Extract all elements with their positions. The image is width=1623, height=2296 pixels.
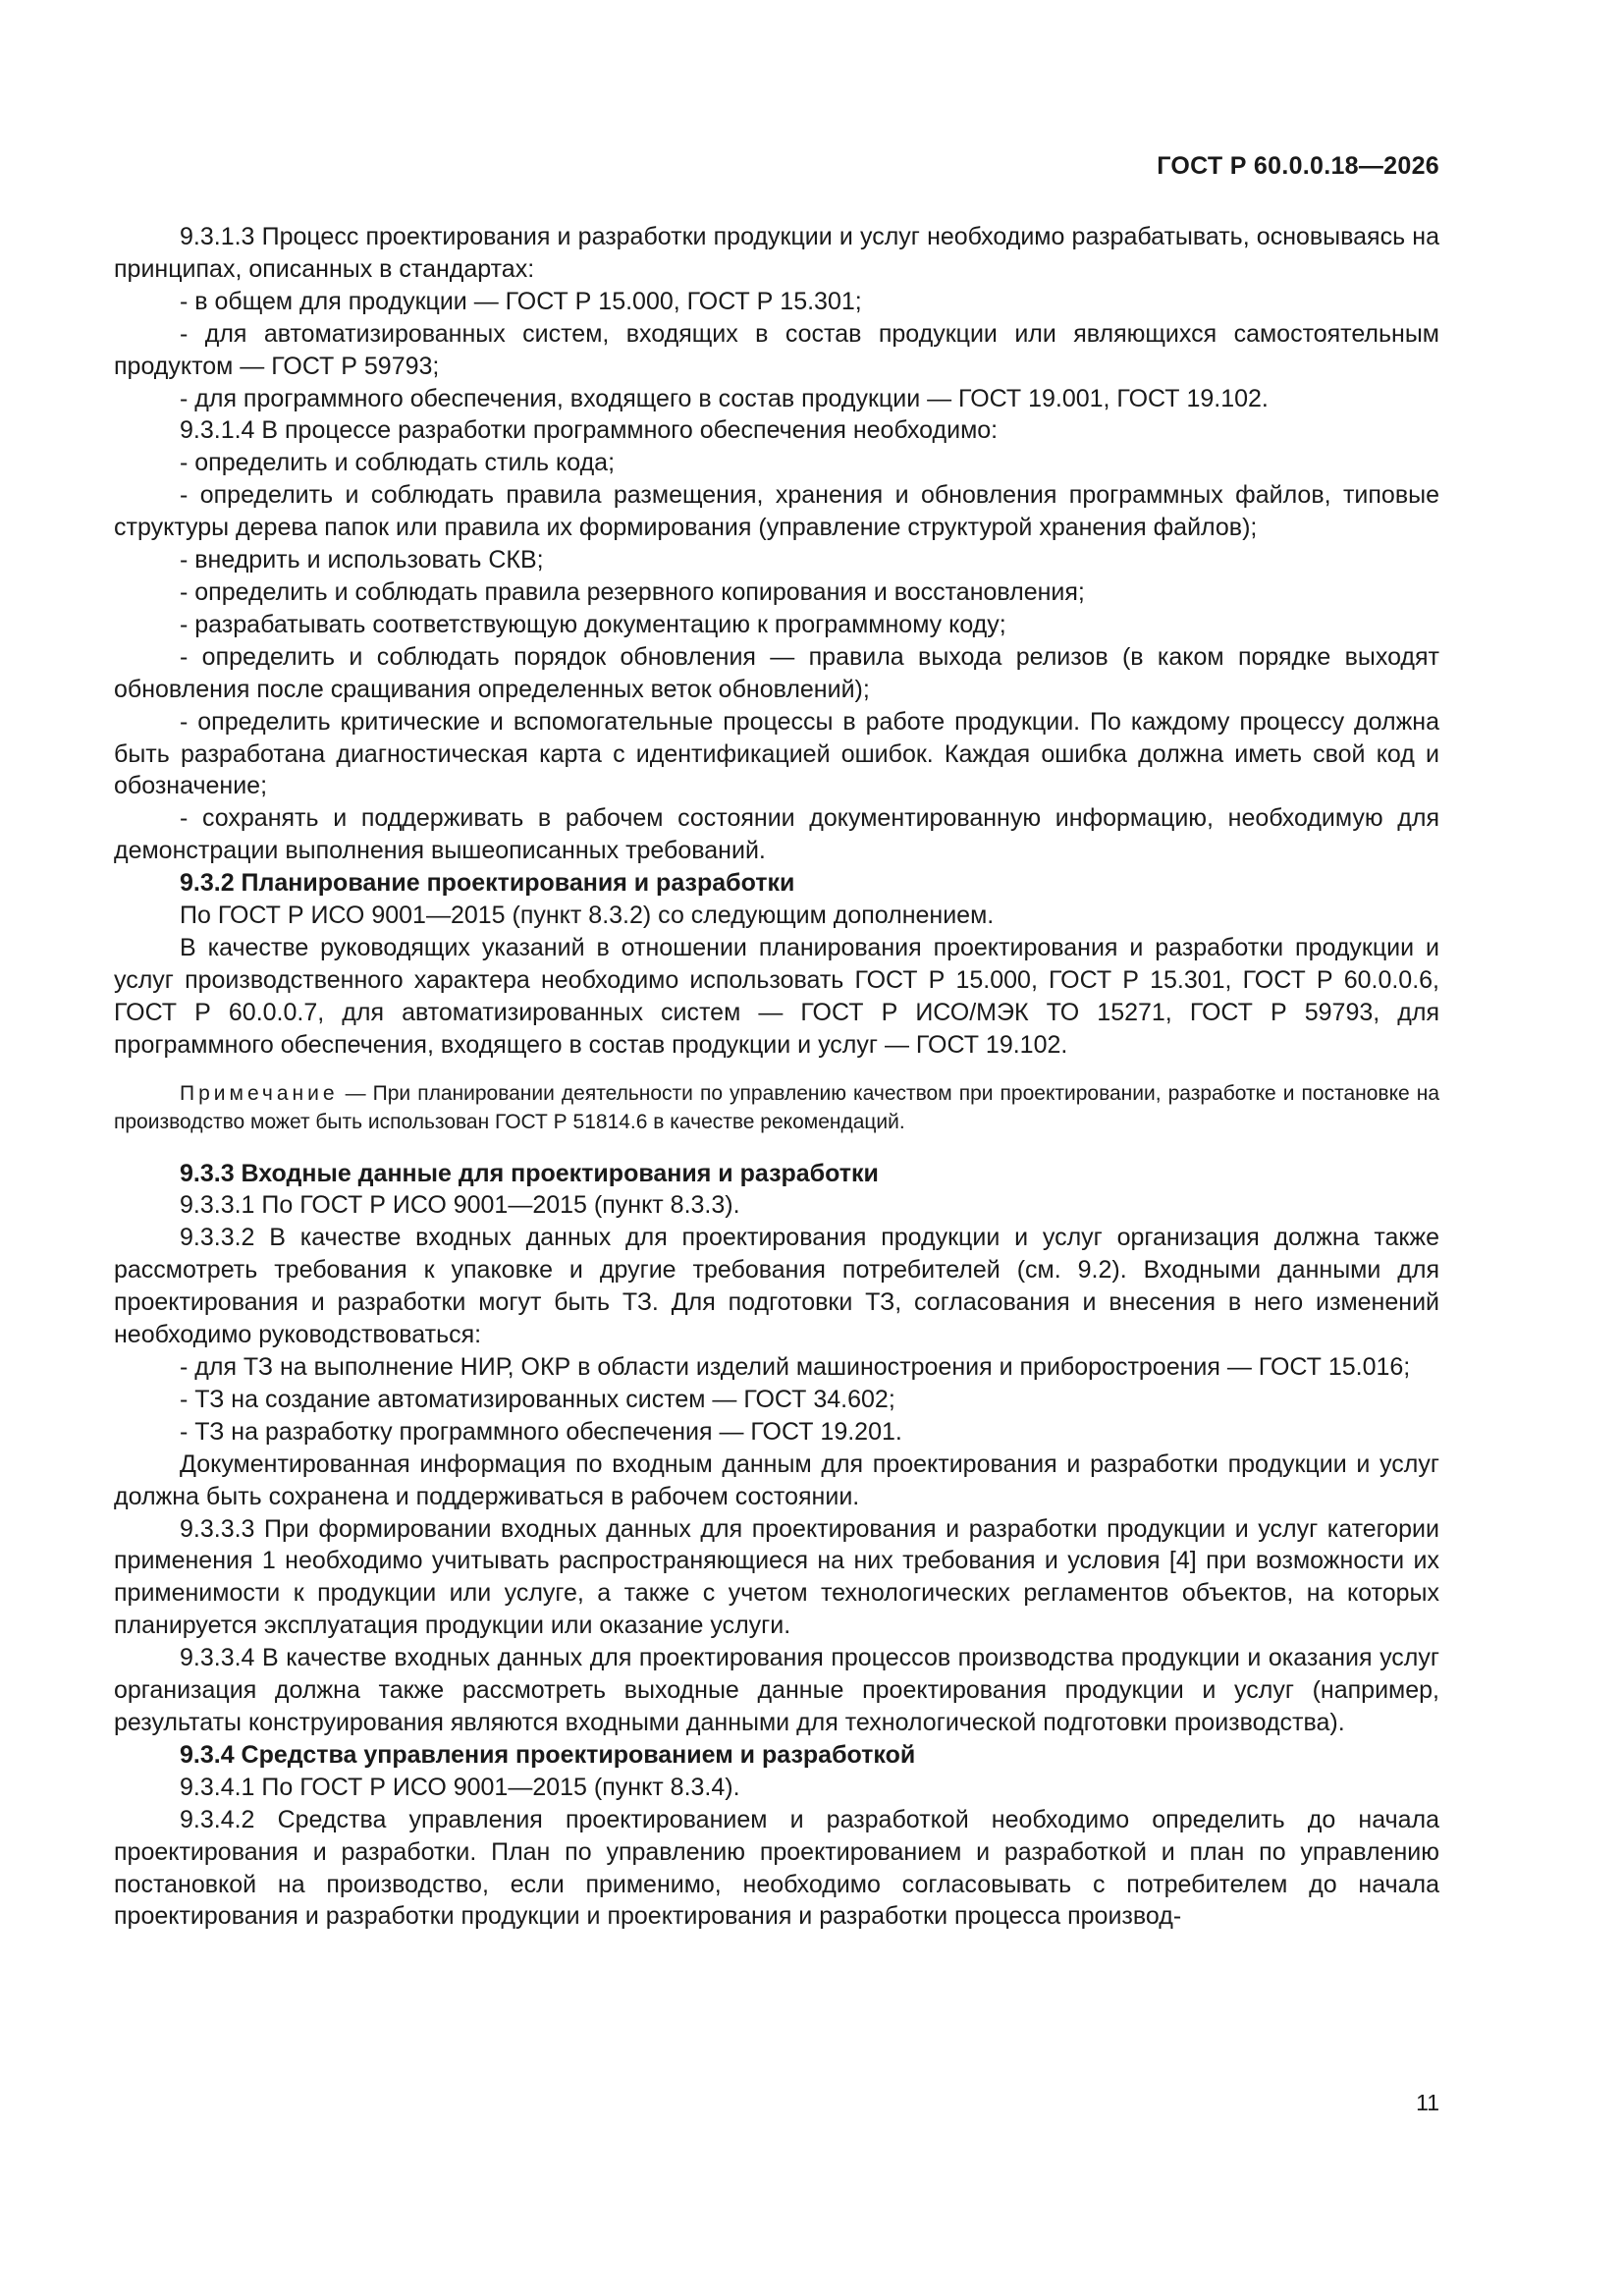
- section-heading: 9.3.4 Средства управления проектированием и разработкой: [180, 1740, 916, 1769]
- document-body: [114, 221, 1439, 1933]
- paragraph: - сохранять и поддерживать в рабочем состоянии документированную информацию, необходимую для демонстрации выполнения вышеописанных требований.: [114, 804, 1439, 865]
- paragraph: В качестве руководящих указаний в отношении планирования проектирования и разработки продукции и услуг производственного характера необходимо использовать ГОСТ Р 15.000, ГОСТ Р 15.301, ГОСТ Р 60.0.0.6, ГОСТ Р 60.0.0.7, для автоматизированных систем — ГОСТ Р ИСО/МЭК ТО 15271, ГОСТ Р 59793, для программного обеспечения, входящего в состав продукции и услуг — ГОСТ 19.102.: [114, 933, 1439, 1059]
- paragraph: - определить и соблюдать правила размещения, хранения и обновления программных файлов, типовые структуры дерева папок или правила их формирования (управление структурой хранения файлов);: [114, 481, 1439, 542]
- paragraph: - для программного обеспечения, входящего в состав продукции — ГОСТ 19.001, ГОСТ 19.102.: [180, 384, 1269, 412]
- note-label: Примечание: [180, 1081, 339, 1105]
- section-heading: 9.3.3 Входные данные для проектирования и разработки: [180, 1159, 879, 1187]
- paragraph: 9.3.1.3 Процесс проектирования и разработки продукции и услуг необходимо разрабатывать, основываясь на принципах, описанных в стандартах:: [114, 223, 1439, 283]
- paragraph: 9.3.3.4 В качестве входных данных для проектирования процессов производства продукции и оказания услуг организация должна также рассмотреть выходные данные проектирования продукции и услуг (например, результаты конструирования являются входными данными для технологической подготовки производства).: [114, 1644, 1439, 1736]
- paragraph: 9.3.4.1 По ГОСТ Р ИСО 9001—2015 (пункт 8.3.4).: [180, 1773, 740, 1801]
- paragraph: - разрабатывать соответствующую документацию к программному коду;: [180, 610, 1006, 638]
- paragraph: - в общем для продукции — ГОСТ Р 15.000, ГОСТ Р 15.301;: [180, 287, 862, 315]
- paragraph: - определить и соблюдать правила резервного копирования и восстановления;: [180, 577, 1085, 606]
- paragraph: Документированная информация по входным данным для проектирования и разработки продукции и услуг должна быть сохранена и поддерживаться в рабочем состоянии.: [114, 1449, 1439, 1510]
- note-text: — При планировании деятельности по управлению качеством при проектировании, разработке и постановке на производство может быть использован ГОСТ Р 51814.6 в качестве рекомендаций.: [114, 1081, 1439, 1133]
- paragraph: - ТЗ на создание автоматизированных систем — ГОСТ 34.602;: [180, 1385, 895, 1413]
- paragraph: 9.3.1.4 В процессе разработки программного обеспечения необходимо:: [180, 416, 999, 445]
- paragraph: 9.3.3.1 По ГОСТ Р ИСО 9001—2015 (пункт 8.3.3).: [180, 1191, 740, 1220]
- paragraph: - для ТЗ на выполнение НИР, ОКР в области изделий машиностроения и приборостроения — ГОСТ 15.016;: [180, 1353, 1411, 1381]
- note-paragraph: [114, 1079, 1439, 1136]
- paragraph: - ТЗ на разработку программного обеспечения — ГОСТ 19.201.: [180, 1417, 902, 1446]
- paragraph: - определить и соблюдать порядок обновления — правила выхода релизов (в каком порядке выходят обновления после сращивания определенных веток обновлений);: [114, 642, 1439, 703]
- paragraph: - определить критические и вспомогательные процессы в работе продукции. По каждому процессу должна быть разработана диагностическая карта с идентификацией ошибок. Каждая ошибка должна иметь свой код и обозначение;: [114, 707, 1439, 800]
- section-heading: 9.3.2 Планирование проектирования и разработки: [180, 869, 795, 898]
- paragraph: - внедрить и использовать СКВ;: [180, 546, 544, 574]
- paragraph: - определить и соблюдать стиль кода;: [180, 449, 616, 477]
- document-header: ГОСТ Р 60.0.0.18—2026: [1157, 152, 1439, 180]
- paragraph: - для автоматизированных систем, входящих в состав продукции или являющихся самостоятельным продуктом — ГОСТ Р 59793;: [114, 319, 1439, 380]
- paragraph: 9.3.3.2 В качестве входных данных для проектирования продукции и услуг организация должна также рассмотреть требования к упаковке и другие требования потребителей (см. 9.2). Входными данными для проектирования и разработки могут быть ТЗ. Для подготовки ТЗ, согласования и внесения в него изменений необходимо руководствоваться:: [114, 1224, 1439, 1349]
- page-number: 11: [1416, 2090, 1439, 2115]
- paragraph: 9.3.4.2 Средства управления проектированием и разработкой необходимо определить до начала проектирования и разработки. План по управлению проектированием и разработкой и план по управлению постановкой на производство, если применимо, необходимо согласовывать с потребителем до начала проектирования и разработки продукции и проектирования и разработки процесса производ-: [114, 1805, 1439, 1931]
- paragraph: По ГОСТ Р ИСО 9001—2015 (пункт 8.3.2) со следующим дополнением.: [180, 902, 995, 930]
- paragraph: 9.3.3.3 При формировании входных данных для проектирования и разработки продукции и услуг категории применения 1 необходимо учитывать распространяющиеся на них требования и условия [4] при возможности их применимости к продукции или услуге, а также с учетом технологических регламентов объектов, на которых планируется эксплуатация продукции или оказание услуги.: [114, 1514, 1439, 1640]
